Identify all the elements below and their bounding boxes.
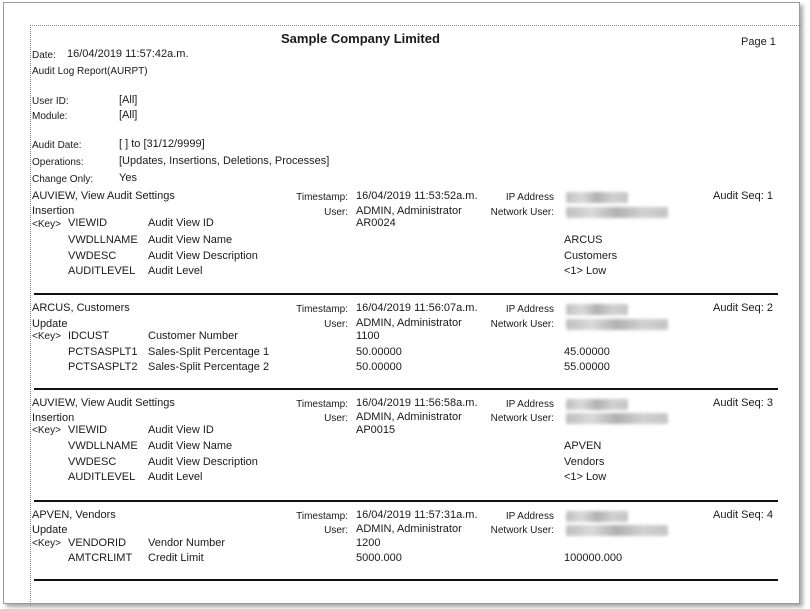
report-page bbox=[3, 2, 800, 604]
field-name: PCTSASPLT2 bbox=[68, 361, 138, 373]
filter-label-module: Module: bbox=[32, 111, 68, 122]
user-label: User: bbox=[324, 319, 348, 330]
timestamp-label: Timestamp: bbox=[296, 304, 348, 315]
field-description: Audit Level bbox=[148, 471, 203, 483]
ip-label: IP Address bbox=[505, 399, 554, 410]
company-name: Sample Company Limited bbox=[281, 31, 440, 46]
ip-label: IP Address bbox=[505, 304, 554, 315]
network-user-redacted bbox=[566, 413, 668, 424]
field-name: VWDLLNAME bbox=[68, 234, 138, 246]
ip-address-redacted bbox=[566, 511, 628, 522]
field-name: IDCUST bbox=[68, 330, 109, 342]
field-old-value: 5000.000 bbox=[356, 552, 402, 564]
report-name: Audit Log Report(AURPT) bbox=[32, 66, 148, 77]
field-description: Customer Number bbox=[148, 330, 238, 342]
filter-label-operations: Operations: bbox=[32, 157, 84, 168]
field-new-value: APVEN bbox=[564, 440, 602, 452]
entry-operation: Insertion bbox=[32, 205, 75, 217]
field-old-value: AR0024 bbox=[356, 217, 396, 229]
entry-separator bbox=[34, 293, 778, 295]
ip-label: IP Address bbox=[505, 192, 554, 203]
network-user-redacted bbox=[566, 525, 668, 536]
entry-timestamp: 16/04/2019 11:56:58a.m. bbox=[356, 397, 478, 409]
audit-seq: Audit Seq: 4 bbox=[713, 509, 773, 521]
filter-value-changeonly: Yes bbox=[119, 172, 137, 184]
field-old-value: 50.00000 bbox=[356, 346, 402, 358]
key-marker: <Key> bbox=[32, 425, 61, 436]
field-name: VIEWID bbox=[68, 424, 108, 436]
field-new-value: <1> Low bbox=[564, 471, 607, 483]
field-new-value: Customers bbox=[564, 250, 618, 262]
key-marker: <Key> bbox=[32, 219, 61, 230]
entry-operation: Insertion bbox=[32, 412, 75, 424]
filter-value-module: [All] bbox=[119, 109, 138, 121]
field-name: PCTSASPLT1 bbox=[68, 346, 138, 358]
field-name: VENDORID bbox=[68, 537, 127, 549]
filter-label-changeonly: Change Only: bbox=[32, 174, 94, 185]
field-new-value: 100000.000 bbox=[564, 552, 623, 564]
ip-address-redacted bbox=[566, 192, 628, 203]
entry-title: ARCUS, Customers bbox=[32, 302, 130, 314]
entry-operation: Update bbox=[32, 524, 68, 536]
user-label: User: bbox=[324, 413, 348, 424]
field-name: VWDESC bbox=[68, 250, 117, 262]
entry-separator bbox=[34, 500, 778, 502]
field-name: AUDITLEVEL bbox=[68, 471, 136, 483]
entry-timestamp: 16/04/2019 11:56:07a.m. bbox=[356, 302, 478, 314]
entry-user: ADMIN, Administrator bbox=[356, 205, 462, 217]
field-name: VIEWID bbox=[68, 217, 108, 229]
key-marker: <Key> bbox=[32, 538, 61, 549]
filter-value-operations: [Updates, Insertions, Deletions, Processes] bbox=[119, 155, 330, 167]
entry-separator bbox=[34, 579, 778, 581]
field-new-value: ARCUS bbox=[564, 234, 603, 246]
field-description: Sales-Split Percentage 2 bbox=[148, 361, 270, 373]
audit-seq: Audit Seq: 3 bbox=[713, 397, 773, 409]
field-old-value: 1100 bbox=[356, 330, 380, 342]
field-name: VWDLLNAME bbox=[68, 440, 138, 452]
entry-title: APVEN, Vendors bbox=[32, 509, 116, 521]
ip-label: IP Address bbox=[505, 511, 554, 522]
field-name: AUDITLEVEL bbox=[68, 265, 136, 277]
field-old-value: AP0015 bbox=[356, 424, 396, 436]
entry-user: ADMIN, Administrator bbox=[356, 523, 462, 535]
audit-seq: Audit Seq: 1 bbox=[713, 190, 773, 202]
user-label: User: bbox=[324, 525, 348, 536]
field-description: Audit View ID bbox=[148, 424, 214, 436]
field-description: Audit View Description bbox=[148, 250, 258, 262]
field-new-value: 55.00000 bbox=[564, 361, 610, 373]
user-label: User: bbox=[324, 207, 348, 218]
ip-address-redacted bbox=[566, 304, 628, 315]
filter-label-auditdate: Audit Date: bbox=[32, 140, 82, 151]
filter-value-userid: [All] bbox=[119, 94, 138, 106]
field-description: Audit Level bbox=[148, 265, 203, 277]
date-label: Date: bbox=[32, 50, 56, 61]
network-user-label: Network User: bbox=[490, 207, 554, 218]
network-user-redacted bbox=[566, 207, 668, 218]
entry-user: ADMIN, Administrator bbox=[356, 317, 462, 329]
field-new-value: <1> Low bbox=[564, 265, 607, 277]
network-user-label: Network User: bbox=[490, 319, 554, 330]
field-old-value: 1200 bbox=[356, 537, 381, 549]
field-name: AMTCRLIMT bbox=[68, 552, 133, 564]
date-value: 16/04/2019 11:57:42a.m. bbox=[67, 48, 189, 60]
field-name: VWDESC bbox=[68, 456, 117, 468]
ip-address-redacted bbox=[566, 399, 628, 410]
page-number: Page 1 bbox=[741, 36, 776, 48]
field-new-value: 45.00000 bbox=[564, 346, 610, 358]
entry-timestamp: 16/04/2019 11:53:52a.m. bbox=[356, 190, 478, 202]
key-marker: <Key> bbox=[32, 331, 61, 342]
field-old-value: 50.00000 bbox=[356, 361, 402, 373]
field-description: Audit View Name bbox=[148, 440, 233, 452]
field-description: Audit View Description bbox=[148, 456, 258, 468]
network-user-label: Network User: bbox=[490, 413, 554, 424]
entry-timestamp: 16/04/2019 11:57:31a.m. bbox=[356, 509, 478, 521]
timestamp-label: Timestamp: bbox=[296, 511, 348, 522]
audit-seq: Audit Seq: 2 bbox=[713, 302, 773, 314]
filter-value-auditdate: [ ] to [31/12/9999] bbox=[119, 138, 205, 150]
entry-title: AUVIEW, View Audit Settings bbox=[32, 397, 175, 409]
filter-label-userid: User ID: bbox=[32, 96, 69, 107]
field-description: Audit View ID bbox=[148, 217, 214, 229]
timestamp-label: Timestamp: bbox=[296, 192, 348, 203]
field-new-value: Vendors bbox=[564, 456, 605, 468]
network-user-redacted bbox=[566, 319, 668, 330]
entry-operation: Update bbox=[32, 318, 68, 330]
entry-title: AUVIEW, View Audit Settings bbox=[32, 190, 175, 202]
field-description: Credit Limit bbox=[148, 552, 204, 564]
field-description: Vendor Number bbox=[148, 537, 226, 549]
timestamp-label: Timestamp: bbox=[296, 399, 348, 410]
entry-user: ADMIN, Administrator bbox=[356, 411, 462, 423]
entry-separator bbox=[34, 388, 778, 390]
field-description: Audit View Name bbox=[148, 234, 233, 246]
field-description: Sales-Split Percentage 1 bbox=[148, 346, 270, 358]
network-user-label: Network User: bbox=[490, 525, 554, 536]
